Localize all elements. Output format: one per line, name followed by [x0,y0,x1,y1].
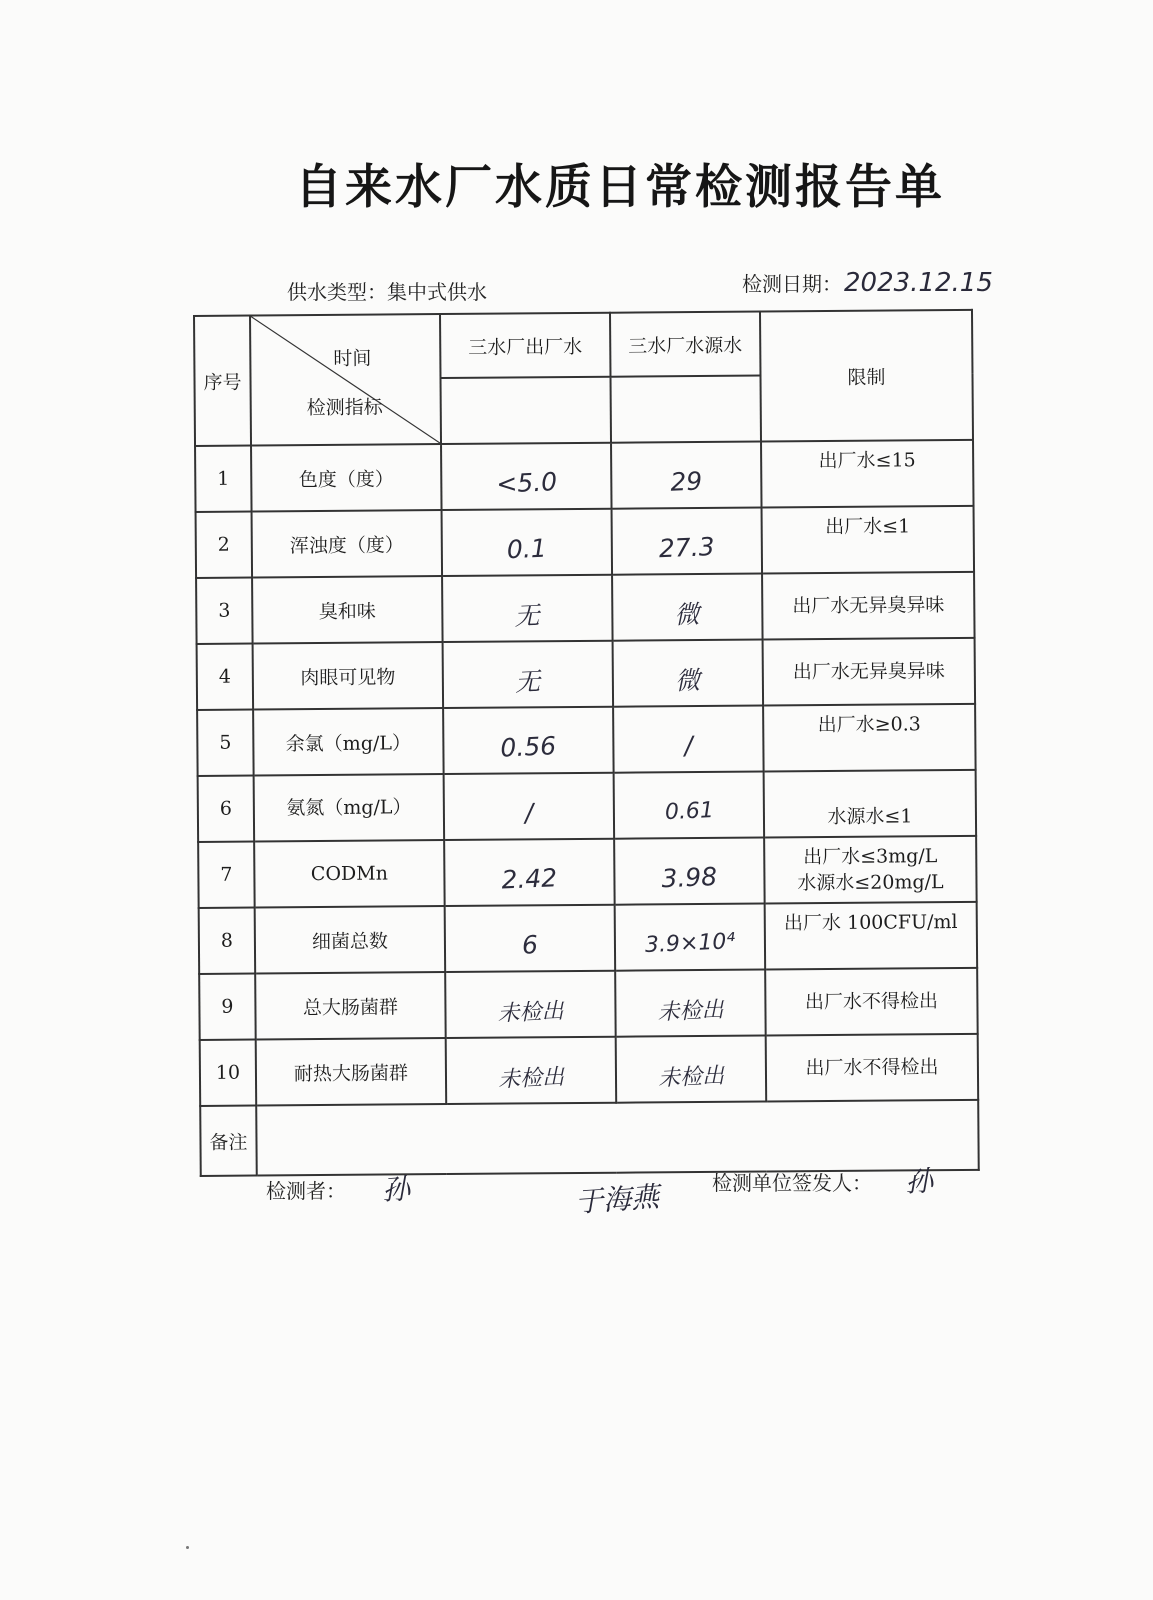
indicator-name: 肉眼可见物 [253,642,444,709]
second-tester-signature: 于海燕 [574,1180,661,1219]
test-date [742,268,993,298]
source-value: 未检出 [657,1063,725,1092]
col-source-header: 三水厂水源水 [610,312,760,377]
row-number: 3 [196,578,253,644]
row-number: 6 [198,776,255,842]
table-row [197,704,975,776]
source-value: 27.3 [658,531,716,563]
outlet-value-cell [443,707,614,774]
test-date-value: 2023.12.15 [844,268,993,298]
source-value: 未检出 [657,997,725,1026]
source-value: 0.61 [663,797,714,825]
source-value-cell [614,838,765,905]
issuer-signature: 孙 [903,1164,935,1199]
source-value-cell [615,970,766,1037]
row-number: 2 [196,512,253,578]
source-value-cell [614,772,765,839]
source-value-cell [613,706,764,773]
table-row [197,638,975,710]
row-number: 9 [199,974,256,1040]
document-title: 自来水厂水质日常检测报告单 [295,160,945,215]
outlet-value: 无 [514,666,542,697]
indicator-name: 臭和味 [252,576,443,643]
source-value-cell [615,904,766,971]
source-value-cell [612,574,763,641]
outlet-value-cell [444,773,615,840]
indicator-name: CODMn [254,840,445,907]
source-value-cell [616,1036,767,1103]
outlet-value: 2.42 [500,862,558,895]
outlet-value: 0.1 [506,533,548,564]
outlet-value-cell [442,509,613,576]
outlet-value-cell [445,905,616,972]
remarks-cell [256,1100,979,1176]
remarks-label: 备注 [200,1106,257,1176]
outlet-value-cell [442,575,613,642]
source-value: 29 [669,465,703,497]
outlet-value: 6 [521,929,539,960]
outlet-value: 未检出 [497,1064,565,1093]
source-value-cell [612,508,763,575]
tester-signature: 孙 [380,1172,412,1207]
limit-value: 出厂水≤1 [762,506,975,574]
seq-header: 序号 [194,316,251,446]
indicator-name: 氨氮（mg/L） [254,774,445,841]
diagonal-header-indicator: 检测指标 [306,396,383,420]
table-row [198,770,976,842]
outlet-value: 无 [514,600,541,631]
limit-value: 出厂水不得检出 [766,1034,979,1102]
indicator-name: 色度（度） [251,444,442,511]
table-row [198,836,976,908]
supply-type-label: 供水类型： [287,280,387,304]
diagonal-header [250,314,441,445]
row-number: 10 [200,1040,257,1106]
indicator-name: 总大肠菌群 [255,972,446,1039]
outlet-value: / [524,797,534,828]
row-number: 1 [195,446,252,512]
outlet-value: 0.56 [499,730,557,763]
table-row [196,506,974,578]
source-blank-cell [610,376,761,443]
limit-value: 出厂水无异臭异味 [763,638,976,706]
row-number: 4 [197,644,254,710]
supply-type-value: 集中式供水 [387,280,487,304]
row-number: 5 [197,710,254,776]
diagonal-header-time: 时间 [333,347,372,370]
limit-value: 出厂水无异臭异味 [762,572,975,640]
limit-value-2: 水源水≤20mg/L [797,871,944,895]
source-value: 3.9×10⁴ [644,928,736,958]
scan-speck [186,1546,189,1549]
table-row [199,968,977,1040]
source-value: 3.98 [660,861,718,893]
source-value: / [683,730,694,760]
outlet-value-cell [445,971,616,1038]
test-date-label: 检测日期： [742,272,842,296]
outlet-value: <5.0 [495,466,558,499]
diagonal-line [251,315,440,444]
outlet-value-cell [443,641,614,708]
limit-value-cell [764,836,977,904]
indicator-name: 耐热大肠菌群 [256,1038,447,1105]
source-value-cell [611,442,762,509]
supply-type [287,276,487,305]
col-outlet-header: 三水厂出厂水 [440,313,610,378]
table-row [196,572,974,644]
indicator-name: 余氯（mg/L） [253,708,444,775]
row-number: 8 [199,908,256,974]
limit-value: 出厂水≤3mg/L [803,845,938,869]
table-row [195,440,973,512]
limit-value: 出厂水≥0.3 [763,704,976,772]
issuer-label: 检测单位签发人： [712,1171,872,1195]
results-table [193,309,980,1177]
row-number: 7 [198,842,255,908]
limit-value: 出厂水 100CFU/ml [765,902,978,970]
tester-label: 检测者： [266,1179,346,1203]
source-value-cell [613,640,764,707]
table-row [200,1034,978,1106]
outlet-blank-cell [441,377,612,444]
limit-value: 出厂水≤15 [761,440,974,508]
table-row [199,902,977,974]
limit-value: 出厂水不得检出 [765,968,978,1036]
outlet-value-cell [444,839,615,906]
indicator-name: 细菌总数 [255,906,446,973]
source-value: 微 [674,665,702,696]
outlet-value-cell [441,443,612,510]
outlet-value-cell [446,1037,617,1104]
outlet-value: 未检出 [497,998,565,1027]
source-value: 微 [674,599,701,630]
limit-value: 水源水≤1 [764,770,977,838]
indicator-name: 浑浊度（度） [252,510,443,577]
limit-header: 限制 [760,310,973,442]
